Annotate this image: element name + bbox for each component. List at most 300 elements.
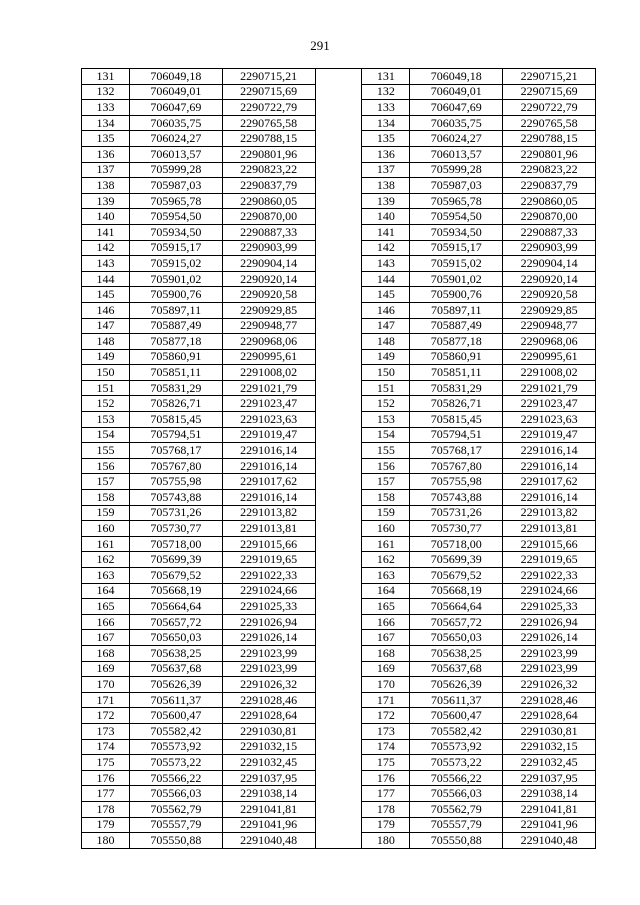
column-separator xyxy=(315,380,362,396)
table-row xyxy=(82,302,596,318)
table-row xyxy=(82,583,596,599)
left-y-coordinate: 2290715,21 xyxy=(222,69,315,85)
right-point-number: 164 xyxy=(362,583,410,599)
left-point-number: 155 xyxy=(82,443,130,459)
right-y-coordinate: 2291037,95 xyxy=(503,770,596,786)
right-point-number: 158 xyxy=(362,490,410,506)
table-row xyxy=(82,677,596,693)
right-point-number: 170 xyxy=(362,677,410,693)
left-point-number: 137 xyxy=(82,162,130,178)
column-separator xyxy=(315,770,362,786)
right-y-coordinate: 2291015,66 xyxy=(503,536,596,552)
right-point-number: 168 xyxy=(362,645,410,661)
table-row xyxy=(82,115,596,131)
table-row xyxy=(82,801,596,817)
left-x-coordinate: 705815,45 xyxy=(129,412,222,428)
left-x-coordinate: 705699,39 xyxy=(129,552,222,568)
left-x-coordinate: 705550,88 xyxy=(129,833,222,849)
left-x-coordinate: 705877,18 xyxy=(129,334,222,350)
right-y-coordinate: 2290860,05 xyxy=(503,193,596,209)
left-x-coordinate: 705901,02 xyxy=(129,271,222,287)
left-x-coordinate: 706049,01 xyxy=(129,84,222,100)
right-point-number: 154 xyxy=(362,427,410,443)
table-row xyxy=(82,349,596,365)
column-separator xyxy=(315,365,362,381)
column-separator xyxy=(315,599,362,615)
column-separator xyxy=(315,708,362,724)
left-point-number: 151 xyxy=(82,380,130,396)
right-x-coordinate: 706049,18 xyxy=(410,69,503,85)
left-point-number: 177 xyxy=(82,786,130,802)
right-x-coordinate: 705611,37 xyxy=(410,692,503,708)
right-x-coordinate: 706024,27 xyxy=(410,131,503,147)
column-separator xyxy=(315,162,362,178)
table-row xyxy=(82,412,596,428)
column-separator xyxy=(315,84,362,100)
right-point-number: 156 xyxy=(362,458,410,474)
right-y-coordinate: 2290837,79 xyxy=(503,178,596,194)
left-x-coordinate: 705900,76 xyxy=(129,287,222,303)
right-point-number: 153 xyxy=(362,412,410,428)
left-y-coordinate: 2291028,46 xyxy=(222,692,315,708)
right-y-coordinate: 2290920,14 xyxy=(503,271,596,287)
right-y-coordinate: 2291023,47 xyxy=(503,396,596,412)
column-separator xyxy=(315,131,362,147)
table-row xyxy=(82,521,596,537)
right-point-number: 173 xyxy=(362,723,410,739)
right-y-coordinate: 2290715,21 xyxy=(503,69,596,85)
left-y-coordinate: 2290715,69 xyxy=(222,84,315,100)
column-separator xyxy=(315,755,362,771)
table-row xyxy=(82,817,596,833)
left-point-number: 180 xyxy=(82,833,130,849)
right-x-coordinate: 705573,92 xyxy=(410,739,503,755)
left-x-coordinate: 705999,28 xyxy=(129,162,222,178)
right-y-coordinate: 2291019,47 xyxy=(503,427,596,443)
right-point-number: 176 xyxy=(362,770,410,786)
table-row xyxy=(82,505,596,521)
right-y-coordinate: 2290995,61 xyxy=(503,349,596,365)
right-x-coordinate: 705987,03 xyxy=(410,178,503,194)
left-y-coordinate: 2290920,58 xyxy=(222,287,315,303)
right-point-number: 175 xyxy=(362,755,410,771)
left-x-coordinate: 706047,69 xyxy=(129,100,222,116)
right-x-coordinate: 705582,42 xyxy=(410,723,503,739)
table-row xyxy=(82,146,596,162)
left-point-number: 164 xyxy=(82,583,130,599)
column-separator xyxy=(315,630,362,646)
right-x-coordinate: 705730,77 xyxy=(410,521,503,537)
left-y-coordinate: 2290887,33 xyxy=(222,224,315,240)
left-point-number: 168 xyxy=(82,645,130,661)
table-row xyxy=(82,474,596,490)
right-y-coordinate: 2291028,64 xyxy=(503,708,596,724)
right-x-coordinate: 706047,69 xyxy=(410,100,503,116)
right-y-coordinate: 2290948,77 xyxy=(503,318,596,334)
table-row xyxy=(82,380,596,396)
left-y-coordinate: 2291032,45 xyxy=(222,755,315,771)
left-point-number: 172 xyxy=(82,708,130,724)
right-y-coordinate: 2291022,33 xyxy=(503,568,596,584)
right-x-coordinate: 705831,29 xyxy=(410,380,503,396)
right-x-coordinate: 705887,49 xyxy=(410,318,503,334)
left-point-number: 132 xyxy=(82,84,130,100)
left-x-coordinate: 705934,50 xyxy=(129,224,222,240)
right-y-coordinate: 2291026,94 xyxy=(503,614,596,630)
left-x-coordinate: 705679,52 xyxy=(129,568,222,584)
right-x-coordinate: 705826,71 xyxy=(410,396,503,412)
column-separator xyxy=(315,521,362,537)
right-point-number: 147 xyxy=(362,318,410,334)
column-separator xyxy=(315,178,362,194)
left-y-coordinate: 2291023,63 xyxy=(222,412,315,428)
column-separator xyxy=(315,692,362,708)
left-point-number: 144 xyxy=(82,271,130,287)
left-x-coordinate: 705731,26 xyxy=(129,505,222,521)
left-point-number: 158 xyxy=(82,490,130,506)
table-row xyxy=(82,178,596,194)
left-y-coordinate: 2290903,99 xyxy=(222,240,315,256)
table-row xyxy=(82,661,596,677)
column-separator xyxy=(315,443,362,459)
left-x-coordinate: 705897,11 xyxy=(129,302,222,318)
right-x-coordinate: 705755,98 xyxy=(410,474,503,490)
left-y-coordinate: 2290929,85 xyxy=(222,302,315,318)
left-point-number: 146 xyxy=(82,302,130,318)
left-x-coordinate: 705887,49 xyxy=(129,318,222,334)
right-y-coordinate: 2291016,14 xyxy=(503,458,596,474)
right-x-coordinate: 705699,39 xyxy=(410,552,503,568)
left-point-number: 136 xyxy=(82,146,130,162)
left-y-coordinate: 2291041,81 xyxy=(222,801,315,817)
right-y-coordinate: 2291023,99 xyxy=(503,661,596,677)
left-x-coordinate: 705611,37 xyxy=(129,692,222,708)
right-point-number: 163 xyxy=(362,568,410,584)
column-separator xyxy=(315,69,362,85)
right-x-coordinate: 705915,17 xyxy=(410,240,503,256)
left-y-coordinate: 2290920,14 xyxy=(222,271,315,287)
right-y-coordinate: 2291023,99 xyxy=(503,645,596,661)
right-x-coordinate: 705638,25 xyxy=(410,645,503,661)
table-row xyxy=(82,770,596,786)
left-y-coordinate: 2291032,15 xyxy=(222,739,315,755)
table-row xyxy=(82,723,596,739)
table-row xyxy=(82,458,596,474)
left-x-coordinate: 705915,17 xyxy=(129,240,222,256)
right-x-coordinate: 705815,45 xyxy=(410,412,503,428)
left-y-coordinate: 2291040,48 xyxy=(222,833,315,849)
left-y-coordinate: 2290788,15 xyxy=(222,131,315,147)
column-separator xyxy=(315,552,362,568)
right-x-coordinate: 705954,50 xyxy=(410,209,503,225)
right-y-coordinate: 2290929,85 xyxy=(503,302,596,318)
right-y-coordinate: 2291016,14 xyxy=(503,490,596,506)
left-y-coordinate: 2290722,79 xyxy=(222,100,315,116)
column-separator xyxy=(315,334,362,350)
right-x-coordinate: 705718,00 xyxy=(410,536,503,552)
right-x-coordinate: 705573,22 xyxy=(410,755,503,771)
left-x-coordinate: 705557,79 xyxy=(129,817,222,833)
left-point-number: 162 xyxy=(82,552,130,568)
column-separator xyxy=(315,723,362,739)
left-y-coordinate: 2290948,77 xyxy=(222,318,315,334)
left-x-coordinate: 705668,19 xyxy=(129,583,222,599)
table-row xyxy=(82,568,596,584)
right-x-coordinate: 705851,11 xyxy=(410,365,503,381)
right-y-coordinate: 2291026,32 xyxy=(503,677,596,693)
right-point-number: 134 xyxy=(362,115,410,131)
left-x-coordinate: 705987,03 xyxy=(129,178,222,194)
left-y-coordinate: 2291016,14 xyxy=(222,490,315,506)
right-x-coordinate: 705566,03 xyxy=(410,786,503,802)
right-point-number: 151 xyxy=(362,380,410,396)
left-x-coordinate: 705718,00 xyxy=(129,536,222,552)
right-y-coordinate: 2290765,58 xyxy=(503,115,596,131)
table-row xyxy=(82,630,596,646)
column-separator xyxy=(315,287,362,303)
left-y-coordinate: 2291023,47 xyxy=(222,396,315,412)
right-x-coordinate: 705915,02 xyxy=(410,256,503,272)
right-point-number: 161 xyxy=(362,536,410,552)
left-point-number: 134 xyxy=(82,115,130,131)
right-point-number: 162 xyxy=(362,552,410,568)
right-y-coordinate: 2290788,15 xyxy=(503,131,596,147)
right-x-coordinate: 705767,80 xyxy=(410,458,503,474)
right-point-number: 140 xyxy=(362,209,410,225)
right-y-coordinate: 2291017,62 xyxy=(503,474,596,490)
left-x-coordinate: 706049,18 xyxy=(129,69,222,85)
left-x-coordinate: 705566,22 xyxy=(129,770,222,786)
column-separator xyxy=(315,536,362,552)
left-x-coordinate: 705965,78 xyxy=(129,193,222,209)
table-row xyxy=(82,365,596,381)
left-y-coordinate: 2291016,14 xyxy=(222,443,315,459)
left-x-coordinate: 705826,71 xyxy=(129,396,222,412)
column-separator xyxy=(315,412,362,428)
left-x-coordinate: 705954,50 xyxy=(129,209,222,225)
column-separator xyxy=(315,458,362,474)
left-point-number: 142 xyxy=(82,240,130,256)
left-y-coordinate: 2291015,66 xyxy=(222,536,315,552)
table-row xyxy=(82,833,596,849)
right-y-coordinate: 2290823,22 xyxy=(503,162,596,178)
left-x-coordinate: 705600,47 xyxy=(129,708,222,724)
left-y-coordinate: 2291022,33 xyxy=(222,568,315,584)
right-x-coordinate: 705900,76 xyxy=(410,287,503,303)
left-y-coordinate: 2291030,81 xyxy=(222,723,315,739)
right-y-coordinate: 2290715,69 xyxy=(503,84,596,100)
right-point-number: 141 xyxy=(362,224,410,240)
right-y-coordinate: 2291016,14 xyxy=(503,443,596,459)
left-x-coordinate: 705860,91 xyxy=(129,349,222,365)
left-point-number: 150 xyxy=(82,365,130,381)
right-x-coordinate: 705901,02 xyxy=(410,271,503,287)
left-y-coordinate: 2290801,96 xyxy=(222,146,315,162)
left-y-coordinate: 2291016,14 xyxy=(222,458,315,474)
table-row xyxy=(82,240,596,256)
column-separator xyxy=(315,645,362,661)
right-x-coordinate: 705860,91 xyxy=(410,349,503,365)
column-separator xyxy=(315,100,362,116)
table-row xyxy=(82,396,596,412)
left-y-coordinate: 2290837,79 xyxy=(222,178,315,194)
right-x-coordinate: 705566,22 xyxy=(410,770,503,786)
left-y-coordinate: 2291041,96 xyxy=(222,817,315,833)
right-y-coordinate: 2291026,14 xyxy=(503,630,596,646)
left-y-coordinate: 2291017,62 xyxy=(222,474,315,490)
left-point-number: 167 xyxy=(82,630,130,646)
left-point-number: 131 xyxy=(82,69,130,85)
right-y-coordinate: 2291032,45 xyxy=(503,755,596,771)
right-y-coordinate: 2290801,96 xyxy=(503,146,596,162)
table-row xyxy=(82,443,596,459)
right-x-coordinate: 705679,52 xyxy=(410,568,503,584)
left-point-number: 143 xyxy=(82,256,130,272)
right-point-number: 155 xyxy=(362,443,410,459)
left-point-number: 159 xyxy=(82,505,130,521)
left-x-coordinate: 705582,42 xyxy=(129,723,222,739)
right-x-coordinate: 705626,39 xyxy=(410,677,503,693)
left-point-number: 174 xyxy=(82,739,130,755)
table-row xyxy=(82,162,596,178)
table-row xyxy=(82,131,596,147)
right-x-coordinate: 705664,64 xyxy=(410,599,503,615)
left-point-number: 138 xyxy=(82,178,130,194)
left-point-number: 147 xyxy=(82,318,130,334)
left-x-coordinate: 705657,72 xyxy=(129,614,222,630)
right-y-coordinate: 2291030,81 xyxy=(503,723,596,739)
right-y-coordinate: 2290920,58 xyxy=(503,287,596,303)
column-separator xyxy=(315,583,362,599)
right-y-coordinate: 2291021,79 xyxy=(503,380,596,396)
right-point-number: 169 xyxy=(362,661,410,677)
page-number: 291 xyxy=(310,38,330,53)
left-x-coordinate: 705562,79 xyxy=(129,801,222,817)
right-x-coordinate: 705743,88 xyxy=(410,490,503,506)
table-row xyxy=(82,193,596,209)
left-y-coordinate: 2291023,99 xyxy=(222,661,315,677)
right-point-number: 177 xyxy=(362,786,410,802)
table-row xyxy=(82,599,596,615)
right-y-coordinate: 2291041,96 xyxy=(503,817,596,833)
right-x-coordinate: 705768,17 xyxy=(410,443,503,459)
right-x-coordinate: 705731,26 xyxy=(410,505,503,521)
table-row xyxy=(82,84,596,100)
right-point-number: 137 xyxy=(362,162,410,178)
left-point-number: 152 xyxy=(82,396,130,412)
column-separator xyxy=(315,256,362,272)
right-y-coordinate: 2291024,66 xyxy=(503,583,596,599)
left-x-coordinate: 705664,64 xyxy=(129,599,222,615)
right-x-coordinate: 705637,68 xyxy=(410,661,503,677)
left-point-number: 179 xyxy=(82,817,130,833)
right-x-coordinate: 706013,57 xyxy=(410,146,503,162)
right-y-coordinate: 2291013,81 xyxy=(503,521,596,537)
right-point-number: 143 xyxy=(362,256,410,272)
left-y-coordinate: 2291023,99 xyxy=(222,645,315,661)
right-x-coordinate: 705794,51 xyxy=(410,427,503,443)
left-y-coordinate: 2291025,33 xyxy=(222,599,315,615)
right-point-number: 179 xyxy=(362,817,410,833)
left-x-coordinate: 705794,51 xyxy=(129,427,222,443)
left-y-coordinate: 2290860,05 xyxy=(222,193,315,209)
right-point-number: 136 xyxy=(362,146,410,162)
right-point-number: 166 xyxy=(362,614,410,630)
right-point-number: 167 xyxy=(362,630,410,646)
right-point-number: 160 xyxy=(362,521,410,537)
right-x-coordinate: 705557,79 xyxy=(410,817,503,833)
table-row xyxy=(82,69,596,85)
column-separator xyxy=(315,240,362,256)
table-row xyxy=(82,490,596,506)
right-x-coordinate: 705657,72 xyxy=(410,614,503,630)
right-x-coordinate: 705877,18 xyxy=(410,334,503,350)
column-separator xyxy=(315,739,362,755)
column-separator xyxy=(315,427,362,443)
left-x-coordinate: 705566,03 xyxy=(129,786,222,802)
left-y-coordinate: 2291021,79 xyxy=(222,380,315,396)
right-y-coordinate: 2291019,65 xyxy=(503,552,596,568)
table-row xyxy=(82,334,596,350)
right-x-coordinate: 705965,78 xyxy=(410,193,503,209)
right-y-coordinate: 2290722,79 xyxy=(503,100,596,116)
table-row xyxy=(82,224,596,240)
column-separator xyxy=(315,224,362,240)
left-y-coordinate: 2291038,14 xyxy=(222,786,315,802)
right-point-number: 144 xyxy=(362,271,410,287)
left-point-number: 166 xyxy=(82,614,130,630)
left-x-coordinate: 705650,03 xyxy=(129,630,222,646)
column-separator xyxy=(315,786,362,802)
column-separator xyxy=(315,833,362,849)
right-point-number: 159 xyxy=(362,505,410,521)
left-x-coordinate: 705768,17 xyxy=(129,443,222,459)
left-x-coordinate: 705638,25 xyxy=(129,645,222,661)
left-x-coordinate: 705730,77 xyxy=(129,521,222,537)
right-y-coordinate: 2291025,33 xyxy=(503,599,596,615)
right-point-number: 178 xyxy=(362,801,410,817)
left-x-coordinate: 705915,02 xyxy=(129,256,222,272)
left-y-coordinate: 2290904,14 xyxy=(222,256,315,272)
left-y-coordinate: 2290995,61 xyxy=(222,349,315,365)
left-point-number: 148 xyxy=(82,334,130,350)
right-point-number: 148 xyxy=(362,334,410,350)
table-row xyxy=(82,692,596,708)
column-separator xyxy=(315,474,362,490)
column-separator xyxy=(315,349,362,365)
right-y-coordinate: 2291040,48 xyxy=(503,833,596,849)
right-y-coordinate: 2291041,81 xyxy=(503,801,596,817)
table-row xyxy=(82,645,596,661)
left-y-coordinate: 2291024,66 xyxy=(222,583,315,599)
left-y-coordinate: 2291019,65 xyxy=(222,552,315,568)
coordinates-table xyxy=(81,68,596,849)
table-row xyxy=(82,256,596,272)
column-separator xyxy=(315,614,362,630)
left-point-number: 160 xyxy=(82,521,130,537)
column-separator xyxy=(315,302,362,318)
left-point-number: 165 xyxy=(82,599,130,615)
right-point-number: 174 xyxy=(362,739,410,755)
left-x-coordinate: 705851,11 xyxy=(129,365,222,381)
left-point-number: 133 xyxy=(82,100,130,116)
left-y-coordinate: 2291037,95 xyxy=(222,770,315,786)
left-point-number: 141 xyxy=(82,224,130,240)
left-x-coordinate: 705626,39 xyxy=(129,677,222,693)
left-x-coordinate: 705573,22 xyxy=(129,755,222,771)
right-point-number: 138 xyxy=(362,178,410,194)
table-row xyxy=(82,536,596,552)
